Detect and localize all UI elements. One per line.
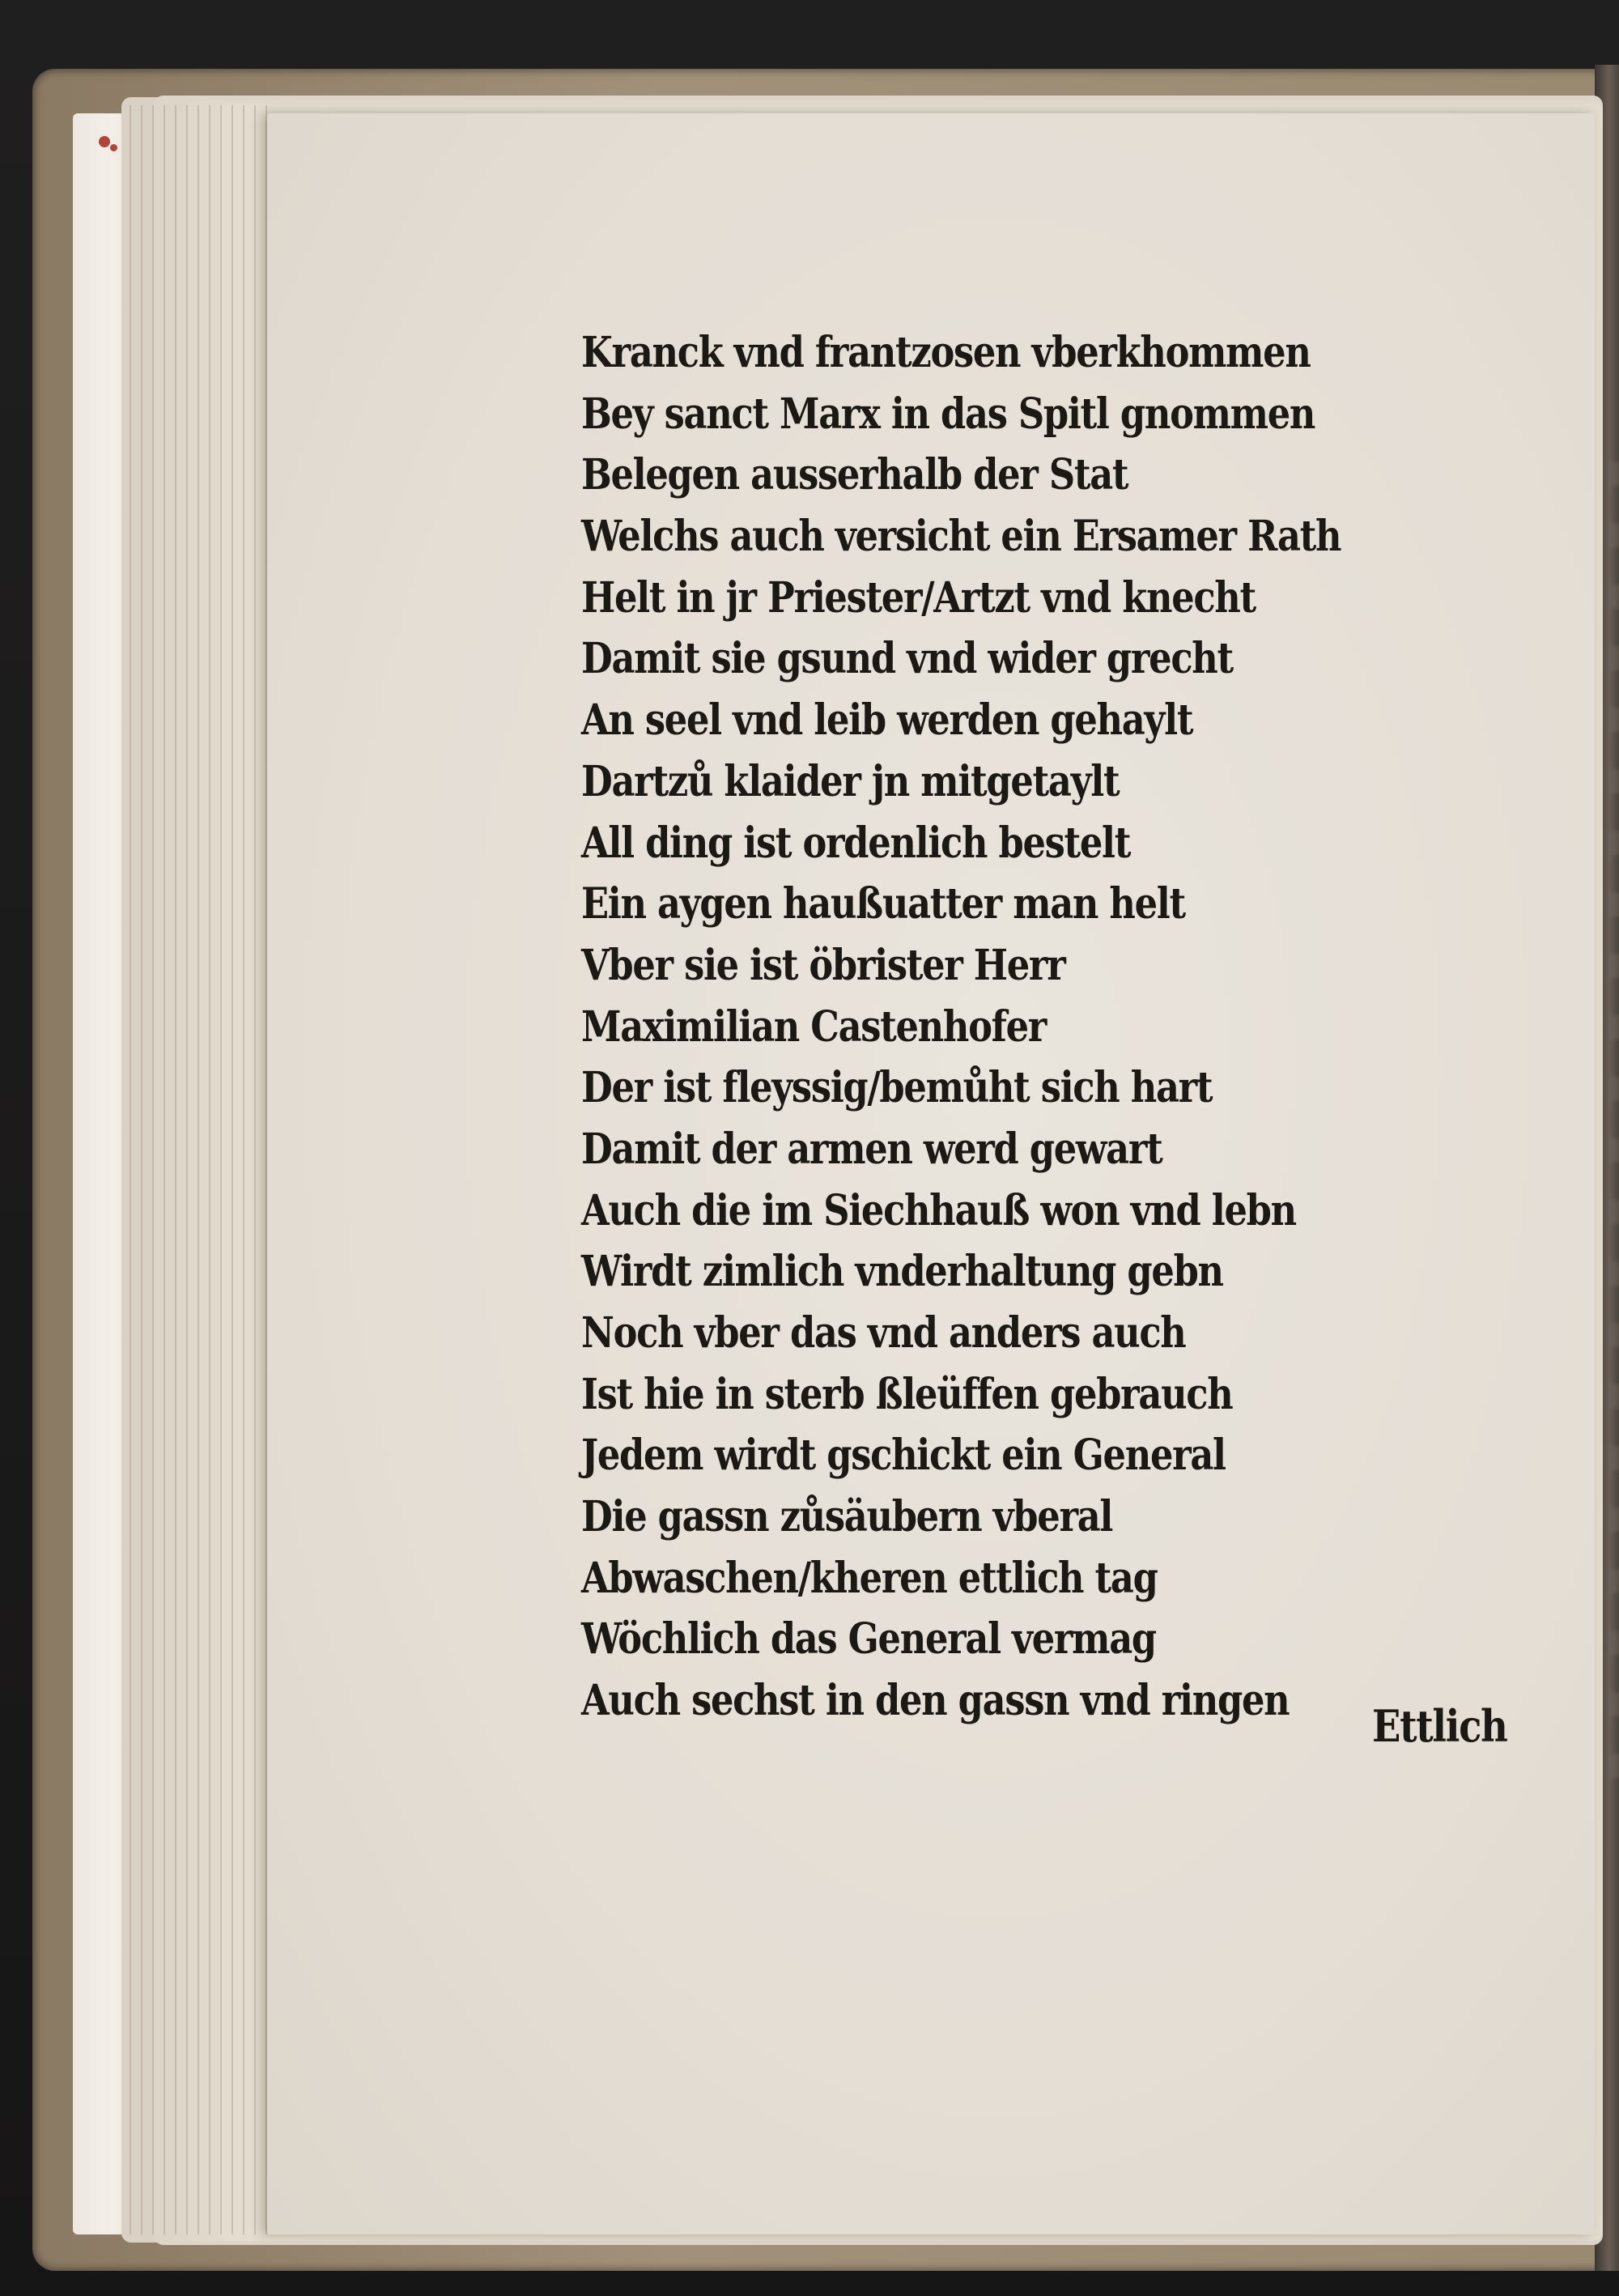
verse-line: Vber sie ist öbrister Herr bbox=[581, 940, 1065, 990]
verse-line: Damit der armen werd gewart bbox=[581, 1124, 1162, 1174]
verse-line: Die gassn zůsäubern vberal bbox=[581, 1492, 1113, 1542]
verse-line: Abwaschen/kheren ettlich tag bbox=[581, 1553, 1158, 1603]
verse-line: Der ist fleyssig/bemůht sich hart bbox=[581, 1063, 1213, 1113]
verse-line: Welchs auch versicht ein Ersamer Rath bbox=[581, 512, 1341, 562]
verse-text bbox=[581, 322, 1512, 1732]
verse-line: Helt in jr Priester/Artzt vnd knecht bbox=[581, 572, 1256, 623]
verse-line: Damit sie gsund vnd wider grecht bbox=[581, 634, 1233, 684]
deckled-edges bbox=[130, 105, 267, 2234]
verse-line: Bey sanct Marx in das Spitl gnommen bbox=[581, 389, 1315, 439]
red-stain bbox=[110, 144, 117, 151]
verse-line: Belegen ausserhalb der Stat bbox=[581, 450, 1128, 500]
verse-line: Kranck vnd frantzosen vberkhommen bbox=[581, 328, 1311, 377]
verso-show-through bbox=[1611, 437, 1619, 1813]
verse-line: Maximilian Castenhofer bbox=[581, 1001, 1047, 1052]
verse-line: Auch die im Siechhauß won vnd lebn bbox=[581, 1185, 1296, 1235]
verse-line: Jedem wirdt gschickt ein General bbox=[581, 1431, 1226, 1481]
verse-line: Wirdt zimlich vnderhaltung gebn bbox=[581, 1247, 1223, 1297]
verse-line: Auch sechst in den gassn vnd ringen bbox=[581, 1676, 1290, 1726]
verse-line: Ein aygen haußuatter man helt bbox=[581, 879, 1185, 929]
catchword: Ettlich bbox=[1372, 1700, 1507, 1752]
verse-line: An seel vnd leib werden gehaylt bbox=[581, 695, 1193, 746]
verse-line: Noch vber das vnd anders auch bbox=[581, 1308, 1186, 1358]
verse-line: Wöchlich das General vermag bbox=[581, 1614, 1156, 1665]
red-stain bbox=[99, 136, 110, 147]
verse-line: Ist hie in sterb ßleüffen gebrauch bbox=[581, 1369, 1233, 1419]
verse-line: All ding ist ordenlich bestelt bbox=[581, 818, 1131, 868]
verse-line: Dartzů klaider jn mitgetaylt bbox=[581, 756, 1120, 806]
